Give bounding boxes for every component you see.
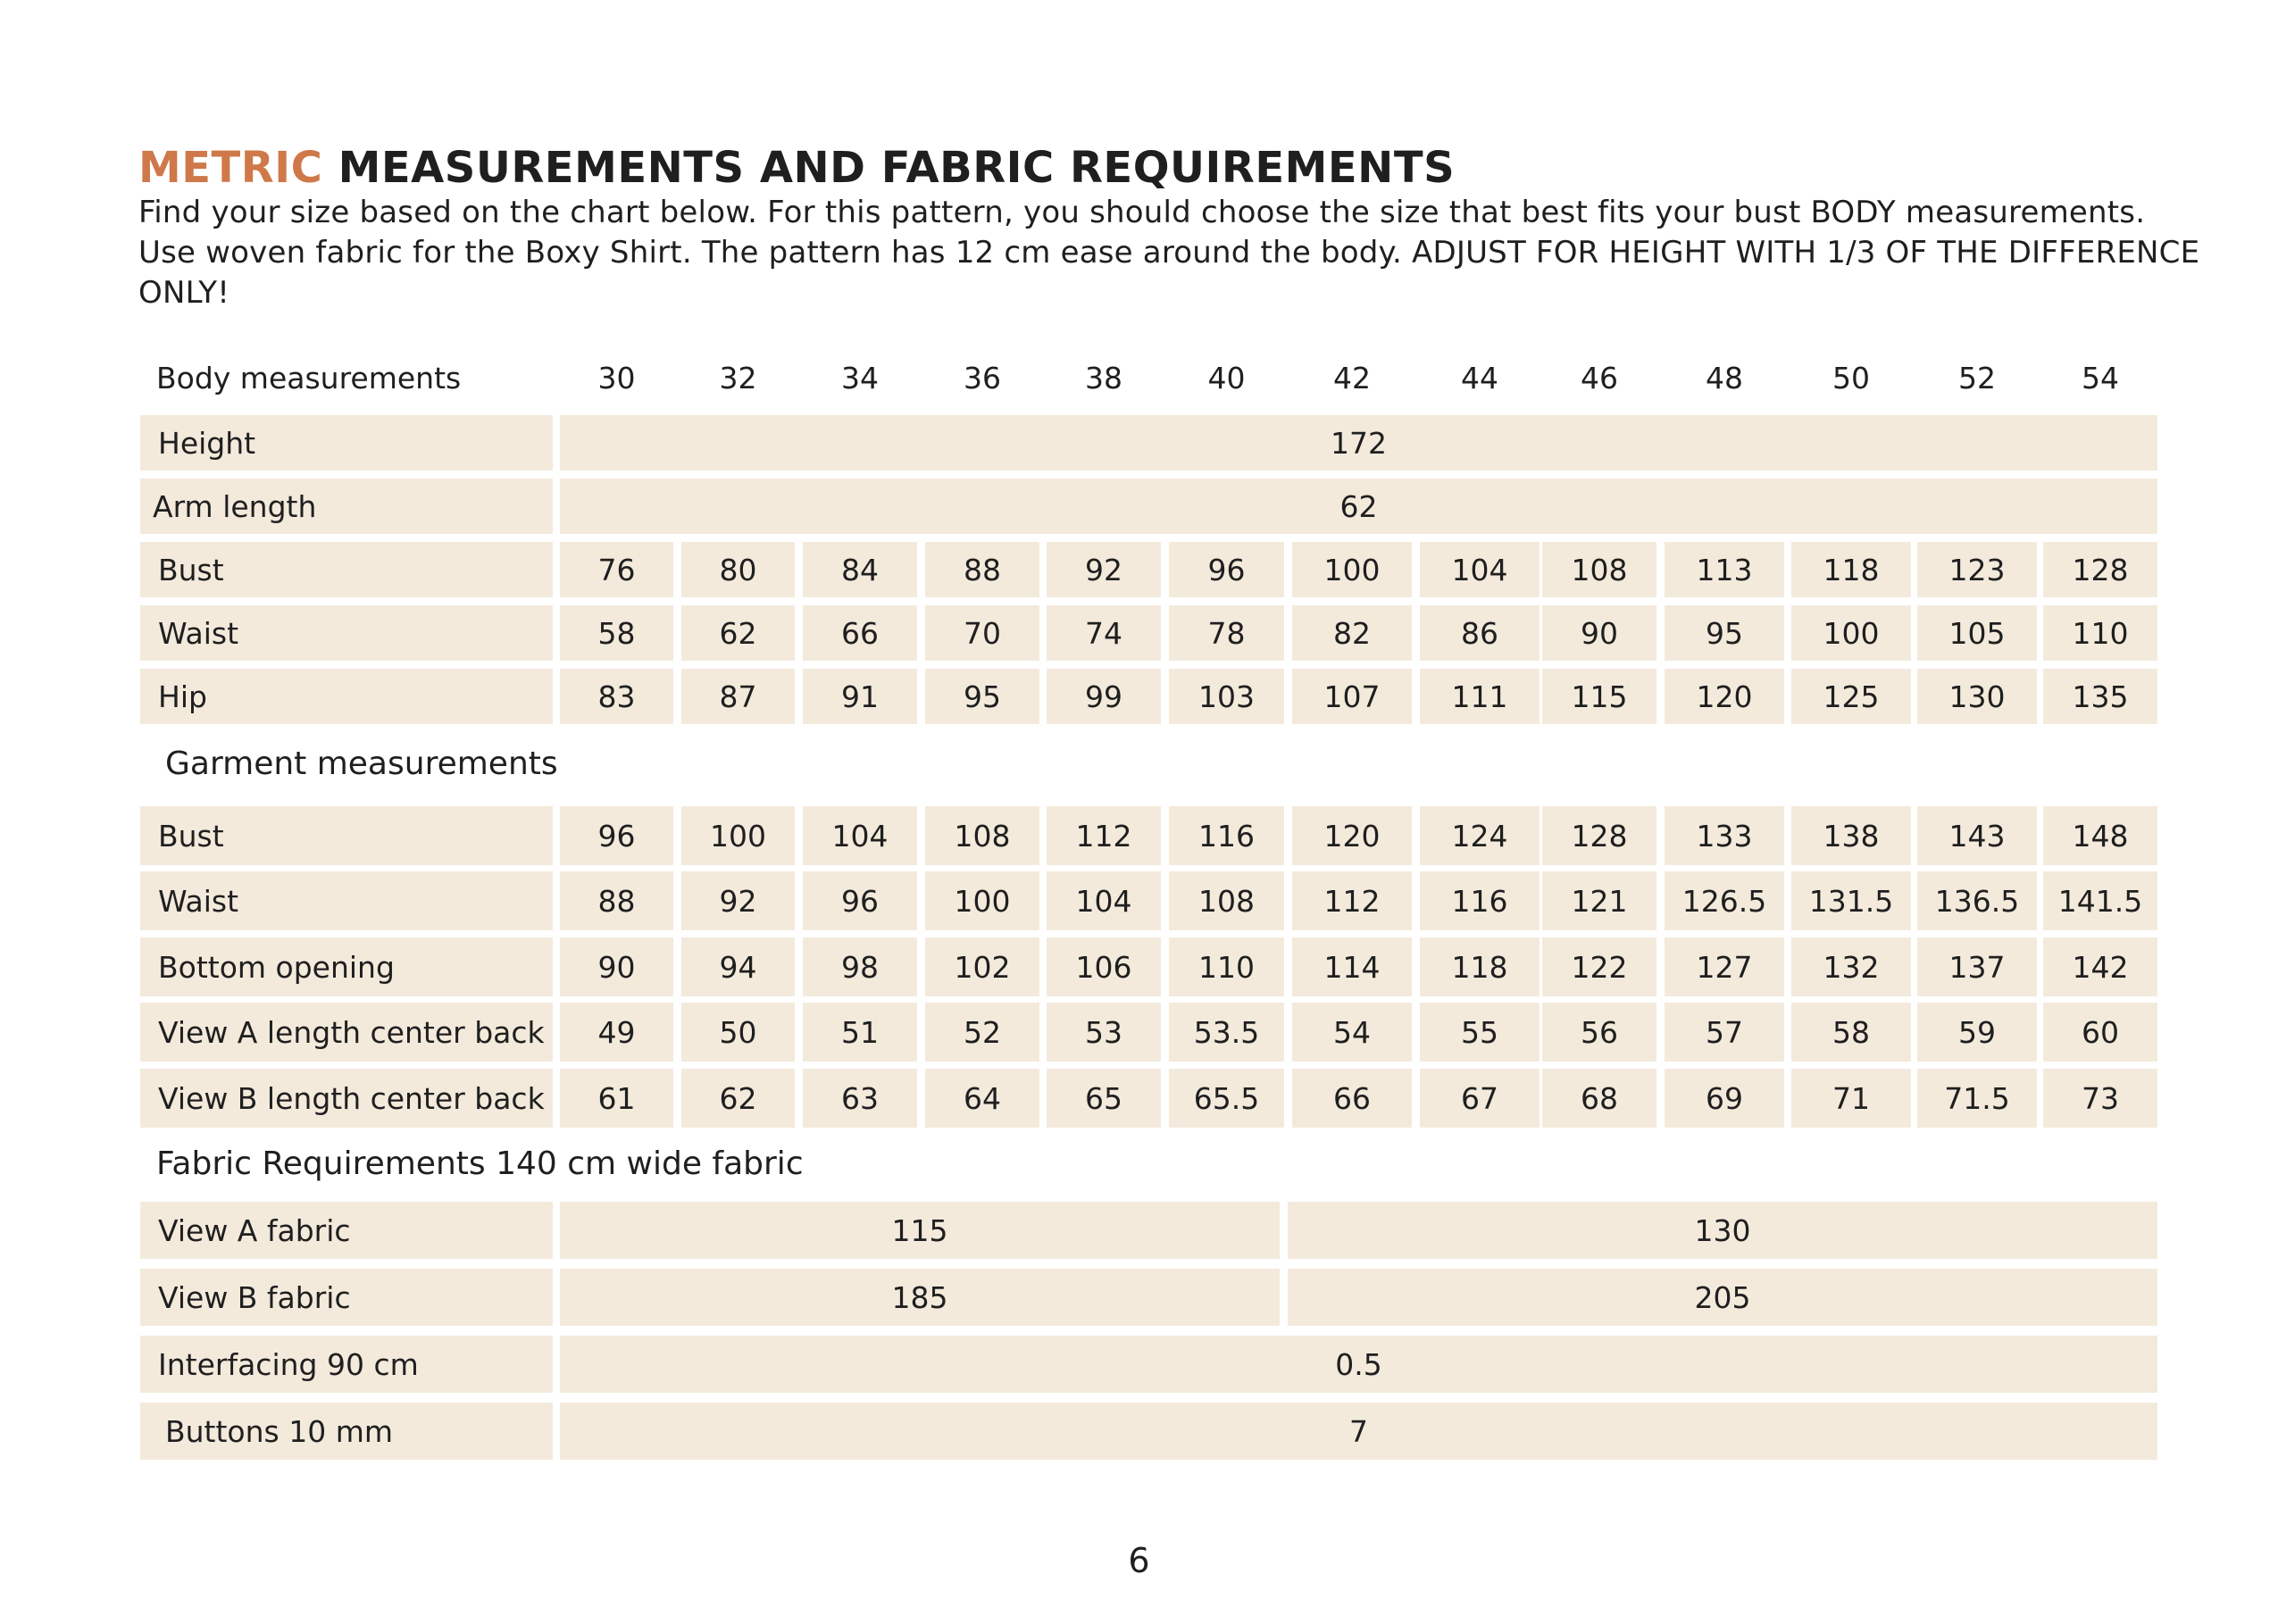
garment-cell: 59: [1917, 1003, 2037, 1062]
intro-line: Find your size based on the chart below. For this pattern, you should choose the size that best fits your bust BODY measurements.: [138, 195, 2146, 230]
body-cell: 70: [925, 605, 1039, 661]
garment-cell: 106: [1047, 937, 1161, 996]
body-cell: 118: [1791, 542, 1911, 597]
garment-cell: 102: [925, 937, 1039, 996]
body-cell: 87: [681, 669, 795, 724]
garment-cell: 57: [1665, 1003, 1784, 1062]
view-a-fabric-large: 130: [1288, 1202, 2157, 1259]
garment-cell: 66: [1292, 1069, 1412, 1128]
row-label-interfacing: Interfacing 90 cm: [140, 1336, 553, 1393]
garment-cell: 67: [1420, 1069, 1540, 1128]
body-cell: 135: [2043, 669, 2157, 724]
body-row-label: Bust: [140, 542, 553, 597]
body-cell: 111: [1420, 669, 1540, 724]
size-header: 44: [1461, 361, 1498, 396]
body-cell: 110: [2043, 605, 2157, 661]
garment-cell: 112: [1047, 806, 1161, 865]
body-cell: 100: [1791, 605, 1911, 661]
garment-cell: 61: [560, 1069, 673, 1128]
arm-length-value: 62: [560, 479, 2157, 534]
garment-cell: 100: [681, 806, 795, 865]
row-label-buttons: Buttons 10 mm: [140, 1403, 553, 1460]
body-cell: 96: [1169, 542, 1284, 597]
body-cell: 66: [803, 605, 917, 661]
body-cell: 80: [681, 542, 795, 597]
garment-cell: 114: [1292, 937, 1412, 996]
garment-cell: 138: [1791, 806, 1911, 865]
garment-cell: 120: [1292, 806, 1412, 865]
garment-row-label: View A length center back: [140, 1003, 553, 1062]
view-b-fabric-small: 185: [560, 1269, 1280, 1326]
body-cell: 113: [1665, 542, 1784, 597]
body-cell: 90: [1542, 605, 1656, 661]
garment-cell: 53.5: [1169, 1003, 1284, 1062]
body-cell: 105: [1917, 605, 2037, 661]
garment-cell: 52: [925, 1003, 1039, 1062]
page-title: [138, 143, 1455, 193]
body-cell: 86: [1420, 605, 1540, 661]
size-header: 54: [2082, 361, 2119, 396]
body-cell: 95: [1665, 605, 1784, 661]
garment-cell: 100: [925, 871, 1039, 930]
size-header: 32: [719, 361, 757, 396]
garment-cell: 133: [1665, 806, 1784, 865]
body-cell: 100: [1292, 542, 1412, 597]
body-cell: 74: [1047, 605, 1161, 661]
body-cell: 92: [1047, 542, 1161, 597]
row-label-view-b-fabric: View B fabric: [140, 1269, 553, 1326]
height-value: 172: [560, 415, 2157, 471]
garment-cell: 132: [1791, 937, 1911, 996]
size-header: 30: [597, 361, 636, 396]
garment-measurements-header: Garment measurements: [165, 745, 558, 782]
intro-line: ONLY!: [138, 275, 230, 311]
body-cell: 91: [803, 669, 917, 724]
garment-cell: 118: [1420, 937, 1540, 996]
garment-cell: 71.5: [1917, 1069, 2037, 1128]
body-cell: 76: [560, 542, 673, 597]
garment-cell: 60: [2043, 1003, 2157, 1062]
garment-cell: 56: [1542, 1003, 1656, 1062]
body-cell: 82: [1292, 605, 1412, 661]
garment-cell: 96: [560, 806, 673, 865]
garment-cell: 68: [1542, 1069, 1656, 1128]
garment-cell: 143: [1917, 806, 2037, 865]
garment-cell: 54: [1292, 1003, 1412, 1062]
garment-cell: 92: [681, 871, 795, 930]
page-number: 6: [1128, 1541, 1150, 1580]
body-measurements-header: Body measurements: [156, 361, 462, 396]
view-a-fabric-small: 115: [560, 1202, 1280, 1259]
body-cell: 108: [1542, 542, 1656, 597]
body-cell: 95: [925, 669, 1039, 724]
row-label-view-a-fabric: View A fabric: [140, 1202, 553, 1259]
garment-cell: 73: [2043, 1069, 2157, 1128]
garment-cell: 136.5: [1917, 871, 2037, 930]
garment-cell: 94: [681, 937, 795, 996]
title-rest: MEASUREMENTS AND FABRIC REQUIREMENTS: [338, 143, 1456, 193]
garment-row-label: View B length center back: [140, 1069, 553, 1128]
garment-cell: 142: [2043, 937, 2157, 996]
body-cell: 115: [1542, 669, 1656, 724]
fabric-requirements-header: Fabric Requirements 140 cm wide fabric: [156, 1145, 804, 1182]
garment-cell: 110: [1169, 937, 1284, 996]
body-cell: 78: [1169, 605, 1284, 661]
body-cell: 83: [560, 669, 673, 724]
garment-cell: 126.5: [1665, 871, 1784, 930]
garment-cell: 64: [925, 1069, 1039, 1128]
body-cell: 104: [1420, 542, 1540, 597]
size-header: 46: [1581, 361, 1618, 396]
intro-text: [138, 193, 2200, 313]
size-header: 48: [1706, 361, 1743, 396]
body-cell: 120: [1665, 669, 1784, 724]
garment-row-label: Bust: [140, 806, 553, 865]
size-header: 52: [1958, 361, 1996, 396]
garment-cell: 71: [1791, 1069, 1911, 1128]
size-header: 36: [964, 361, 1001, 396]
garment-cell: 148: [2043, 806, 2157, 865]
garment-cell: 96: [803, 871, 917, 930]
body-row-label: Hip: [140, 669, 553, 724]
garment-cell: 116: [1420, 871, 1540, 930]
size-header: 40: [1207, 361, 1246, 396]
body-cell: 123: [1917, 542, 2037, 597]
garment-cell: 62: [681, 1069, 795, 1128]
row-label-arm-length: Arm length: [140, 479, 553, 534]
body-cell: 107: [1292, 669, 1412, 724]
body-cell: 130: [1917, 669, 2037, 724]
size-header: 50: [1832, 361, 1870, 396]
interfacing-value: 0.5: [560, 1336, 2157, 1393]
garment-cell: 108: [1169, 871, 1284, 930]
garment-row-label: Bottom opening: [140, 937, 553, 996]
intro-line: Use woven fabric for the Boxy Shirt. The pattern has 12 cm ease around the body. ADJUST FOR HEIGHT WITH 1/3 OF THE DIFFERENCE: [138, 235, 2200, 271]
garment-cell: 112: [1292, 871, 1412, 930]
garment-cell: 137: [1917, 937, 2037, 996]
view-b-fabric-large: 205: [1288, 1269, 2157, 1326]
row-label-height: Height: [140, 415, 553, 471]
garment-cell: 65.5: [1169, 1069, 1284, 1128]
garment-cell: 49: [560, 1003, 673, 1062]
garment-cell: 104: [1047, 871, 1161, 930]
garment-cell: 90: [560, 937, 673, 996]
garment-cell: 63: [803, 1069, 917, 1128]
garment-row-label: Waist: [140, 871, 553, 930]
size-header: 42: [1333, 361, 1371, 396]
garment-cell: 121: [1542, 871, 1656, 930]
title-accent: METRIC: [138, 143, 323, 193]
garment-cell: 51: [803, 1003, 917, 1062]
body-cell: 125: [1791, 669, 1911, 724]
size-header: 34: [841, 361, 879, 396]
body-row-label: Waist: [140, 605, 553, 661]
garment-cell: 50: [681, 1003, 795, 1062]
body-cell: 99: [1047, 669, 1161, 724]
garment-cell: 65: [1047, 1069, 1161, 1128]
body-cell: 62: [681, 605, 795, 661]
garment-cell: 69: [1665, 1069, 1784, 1128]
body-cell: 103: [1169, 669, 1284, 724]
body-cell: 128: [2043, 542, 2157, 597]
size-header: 38: [1085, 361, 1122, 396]
garment-cell: 124: [1420, 806, 1540, 865]
garment-cell: 88: [560, 871, 673, 930]
garment-cell: 58: [1791, 1003, 1911, 1062]
garment-cell: 98: [803, 937, 917, 996]
body-cell: 84: [803, 542, 917, 597]
garment-cell: 104: [803, 806, 917, 865]
garment-cell: 128: [1542, 806, 1656, 865]
garment-cell: 55: [1420, 1003, 1540, 1062]
garment-cell: 116: [1169, 806, 1284, 865]
garment-cell: 53: [1047, 1003, 1161, 1062]
garment-cell: 108: [925, 806, 1039, 865]
buttons-value: 7: [560, 1403, 2157, 1460]
garment-cell: 122: [1542, 937, 1656, 996]
garment-cell: 131.5: [1791, 871, 1911, 930]
body-cell: 58: [560, 605, 673, 661]
garment-cell: 141.5: [2043, 871, 2157, 930]
body-cell: 88: [925, 542, 1039, 597]
garment-cell: 127: [1665, 937, 1784, 996]
